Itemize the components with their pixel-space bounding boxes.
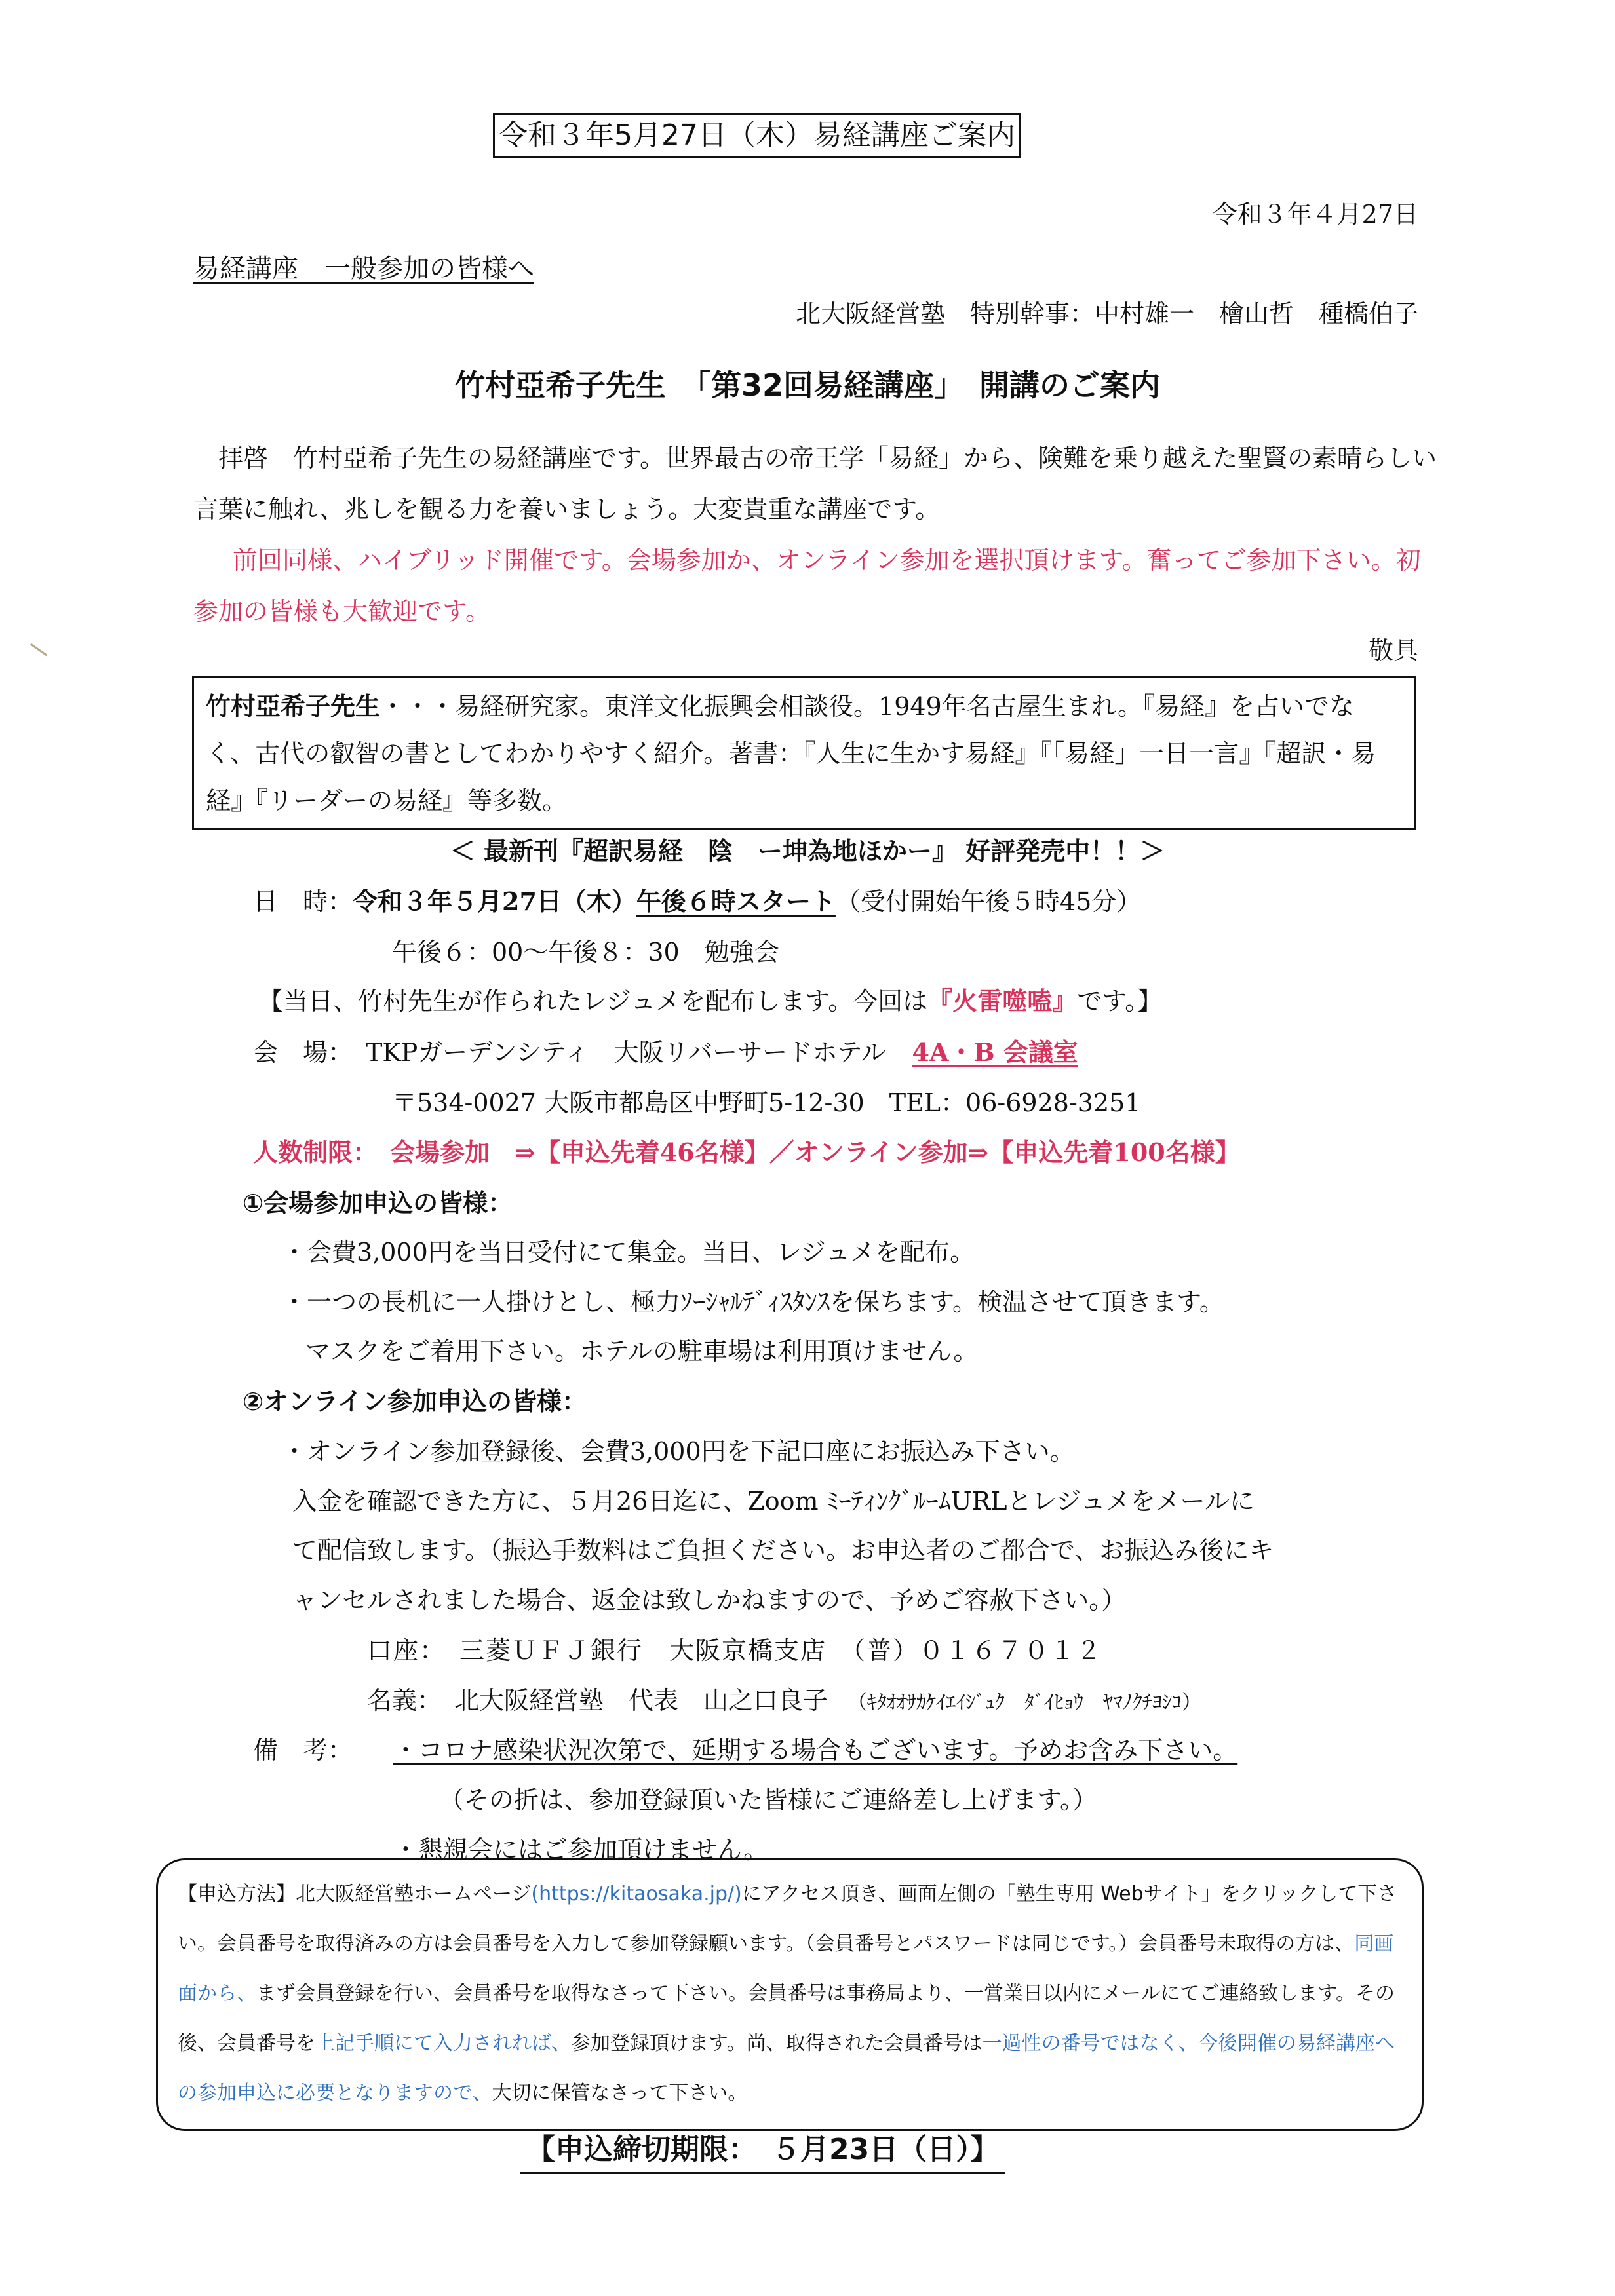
online-item-fee: ・オンライン参加登録後、会費3,000円を下記口座にお振込み下さい。 [282,1437,1075,1466]
apply-highlight-3: 一過性の番号ではなく、今後開催の易経講座への参加申込に必要となりますので、 [178,2032,1395,2105]
venue-item-fee: ・会費3,000円を当日受付にて集金。当日、レジュメを配布。 [282,1238,975,1267]
closing: 敬具 [1368,636,1418,665]
remarks-postpone: ・コロナ感染状況次第で、延期する場合もございます。予めお含み下さい。 [393,1736,1238,1765]
venue-address: 〒534-0027 大阪市都島区中野町5-12-30 TEL：06-6928-3251 [392,1088,1141,1117]
datetime-start: 午後６時スタート [636,887,836,916]
remarks-no-party: ・懇親会にはご参加頂けません。 [393,1835,769,1864]
apply-highlight-1: 同画面から、 [178,1932,1394,2005]
apply-text-5: 大切に保管なさって下さい。 [492,2082,748,2105]
resume-note [258,981,1162,1017]
capacity-limit: 人数制限： 会場参加 ⇒【申込先着46名様】／オンライン参加⇒【申込先着100名様】 [253,1138,1240,1167]
application-method-box [156,1858,1424,2131]
datetime-reception: （受付開始午後５時45分） [835,887,1142,916]
online-item-zoom: 入金を確認できた方に、５月26日迄に、Zoom ﾐｰﾃｨﾝｸﾞﾙｰﾑURLとレジュメをメールに [292,1487,1255,1516]
hybrid-paragraph-text: 前回同様、ハイブリッド開催です。会場参加か、オンライン参加を選択頂けます。奮ってご参加下さい。初参加の皆様も大歓迎です。 [193,546,1421,626]
apply-text-3: まず会員登録を行い、会員番号を取得なさって下さい。会員番号は事務局より、一営業日以内にメールにてご連絡致します。その後、会員番号を [178,1982,1395,2055]
account-holder-name: 名義： 北大阪経営塾 代表 山之口良子 [367,1686,828,1715]
homepage-link[interactable]: (https://kitaosaka.jp/) [531,1883,742,1905]
resume-topic: 『火雷噬嗑』 [927,986,1078,1016]
resume-note-after: です。】 [1077,987,1163,1016]
account-holder-kana: （ｷﾀｵｵｻｶｹｲｴｲｼﾞｭｸ ﾀﾞｲﾋｮｳ ﾔﾏﾉｸﾁﾖｼｺ） [847,1691,1202,1714]
application-deadline: 【申込締切期限： ５月23日（日）】 [520,2128,1005,2174]
datetime-row [253,881,1141,917]
bio-text: ・・・易経研究家。東洋文化振興会相談役。1949年名古屋生まれ。『易経』を占いでなく、古代の叡智の書としてわかりやすく紹介。著書：『人生に生かす易経』『「易経」一日一言』『超訳・易経』『リーダーの易経』等多数。 [206,692,1376,815]
apply-text-2: にアクセス頂き、画面左側の「塾生専用 Webサイト」をクリックして下さい。会員番号を取得済みの方は会員番号を入力して参加登録願います。（会員番号とパスワードは同じです。）会員番号未取得の方は、 [178,1883,1397,1955]
scan-mark [30,643,47,657]
venue-name: TKPガーデンシティ 大阪リバーサードホテル [366,1038,886,1067]
resume-note-before: 【当日、竹村先生が作られたレジュメを配布します。今回は [258,987,928,1016]
header-title: 令和３年5月27日（木）易経講座ご案内 [493,113,1021,158]
intro-paragraph [193,432,1439,535]
venue-room: 4A・B 会議室 [912,1037,1078,1067]
hybrid-paragraph [193,535,1439,637]
new-book-notice: ＜ 最新刊『超訳易経 陰 ー坤為地ほかー』 好評発売中！！＞ [450,837,1165,866]
organizer: 北大阪経営塾 特別幹事：中村雄一 檜山哲 種橋伯子 [795,299,1418,328]
online-item-fee-note: て配信致します。（振込手数料はご負担ください。お申込者のご都合で、お振込み後にキ [292,1536,1274,1565]
venue-row [253,1032,1078,1068]
issue-date: 令和３年４月27日 [1212,200,1418,229]
bio-name: 竹村亞希子先生 [206,691,381,721]
online-section-heading: ②オンライン参加申込の皆様： [243,1387,587,1416]
intro-paragraph-text: 拝啓 竹村亞希子先生の易経講座です。世界最古の帝王学「易経」から、険難を乗り越えた聖賢の素晴らしい言葉に触れ、兆しを観る力を養いましょう。大変貴重な講座です。 [193,444,1437,524]
recipient: 易経講座 一般参加の皆様へ [193,254,534,284]
remarks-contact: （その折は、参加登録頂いた皆様にご連絡差し上げます。） [439,1786,1097,1814]
remarks-label: 備 考： [253,1736,353,1765]
main-title: 竹村亞希子先生 「第32回易経講座」 開講のご案内 [454,368,1160,403]
apply-text-1: 北大阪経営塾ホームページ [296,1883,532,1905]
datetime-label: 日 時： [253,887,353,916]
venue-item-distance: ・一つの長机に一人掛けとし、極力ｿｰｼｬﾙﾃﾞｨｽﾀﾝｽを保ちます。検温させて頂きます。 [282,1288,1224,1316]
venue-section-heading: ①会場参加申込の皆様： [243,1189,513,1217]
online-item-refund: ャンセルされました場合、返金は致しかねますので、予めご容赦下さい。） [292,1586,1127,1615]
datetime-date: 令和３年５月27日（木） [353,887,636,916]
apply-highlight-2: 上記手順にて入力されれば、 [315,2032,571,2055]
bio-box [192,676,1416,830]
account-holder [367,1680,1201,1716]
bank-account: 口座： 三菱ＵＦＪ銀行 大阪京橋支店 （普）０１６７０１２ [367,1636,1103,1665]
venue-label: 会 場： [253,1038,353,1067]
venue-item-mask: マスクをご着用下さい。ホテルの駐車場は利用頂けません。 [305,1337,979,1366]
apply-text-4: 参加登録頂けます。尚、取得された会員番号は [571,2032,983,2055]
session-time: 午後６：00〜午後８：30 勉強会 [392,938,779,966]
apply-label: 【申込方法】 [178,1883,296,1905]
